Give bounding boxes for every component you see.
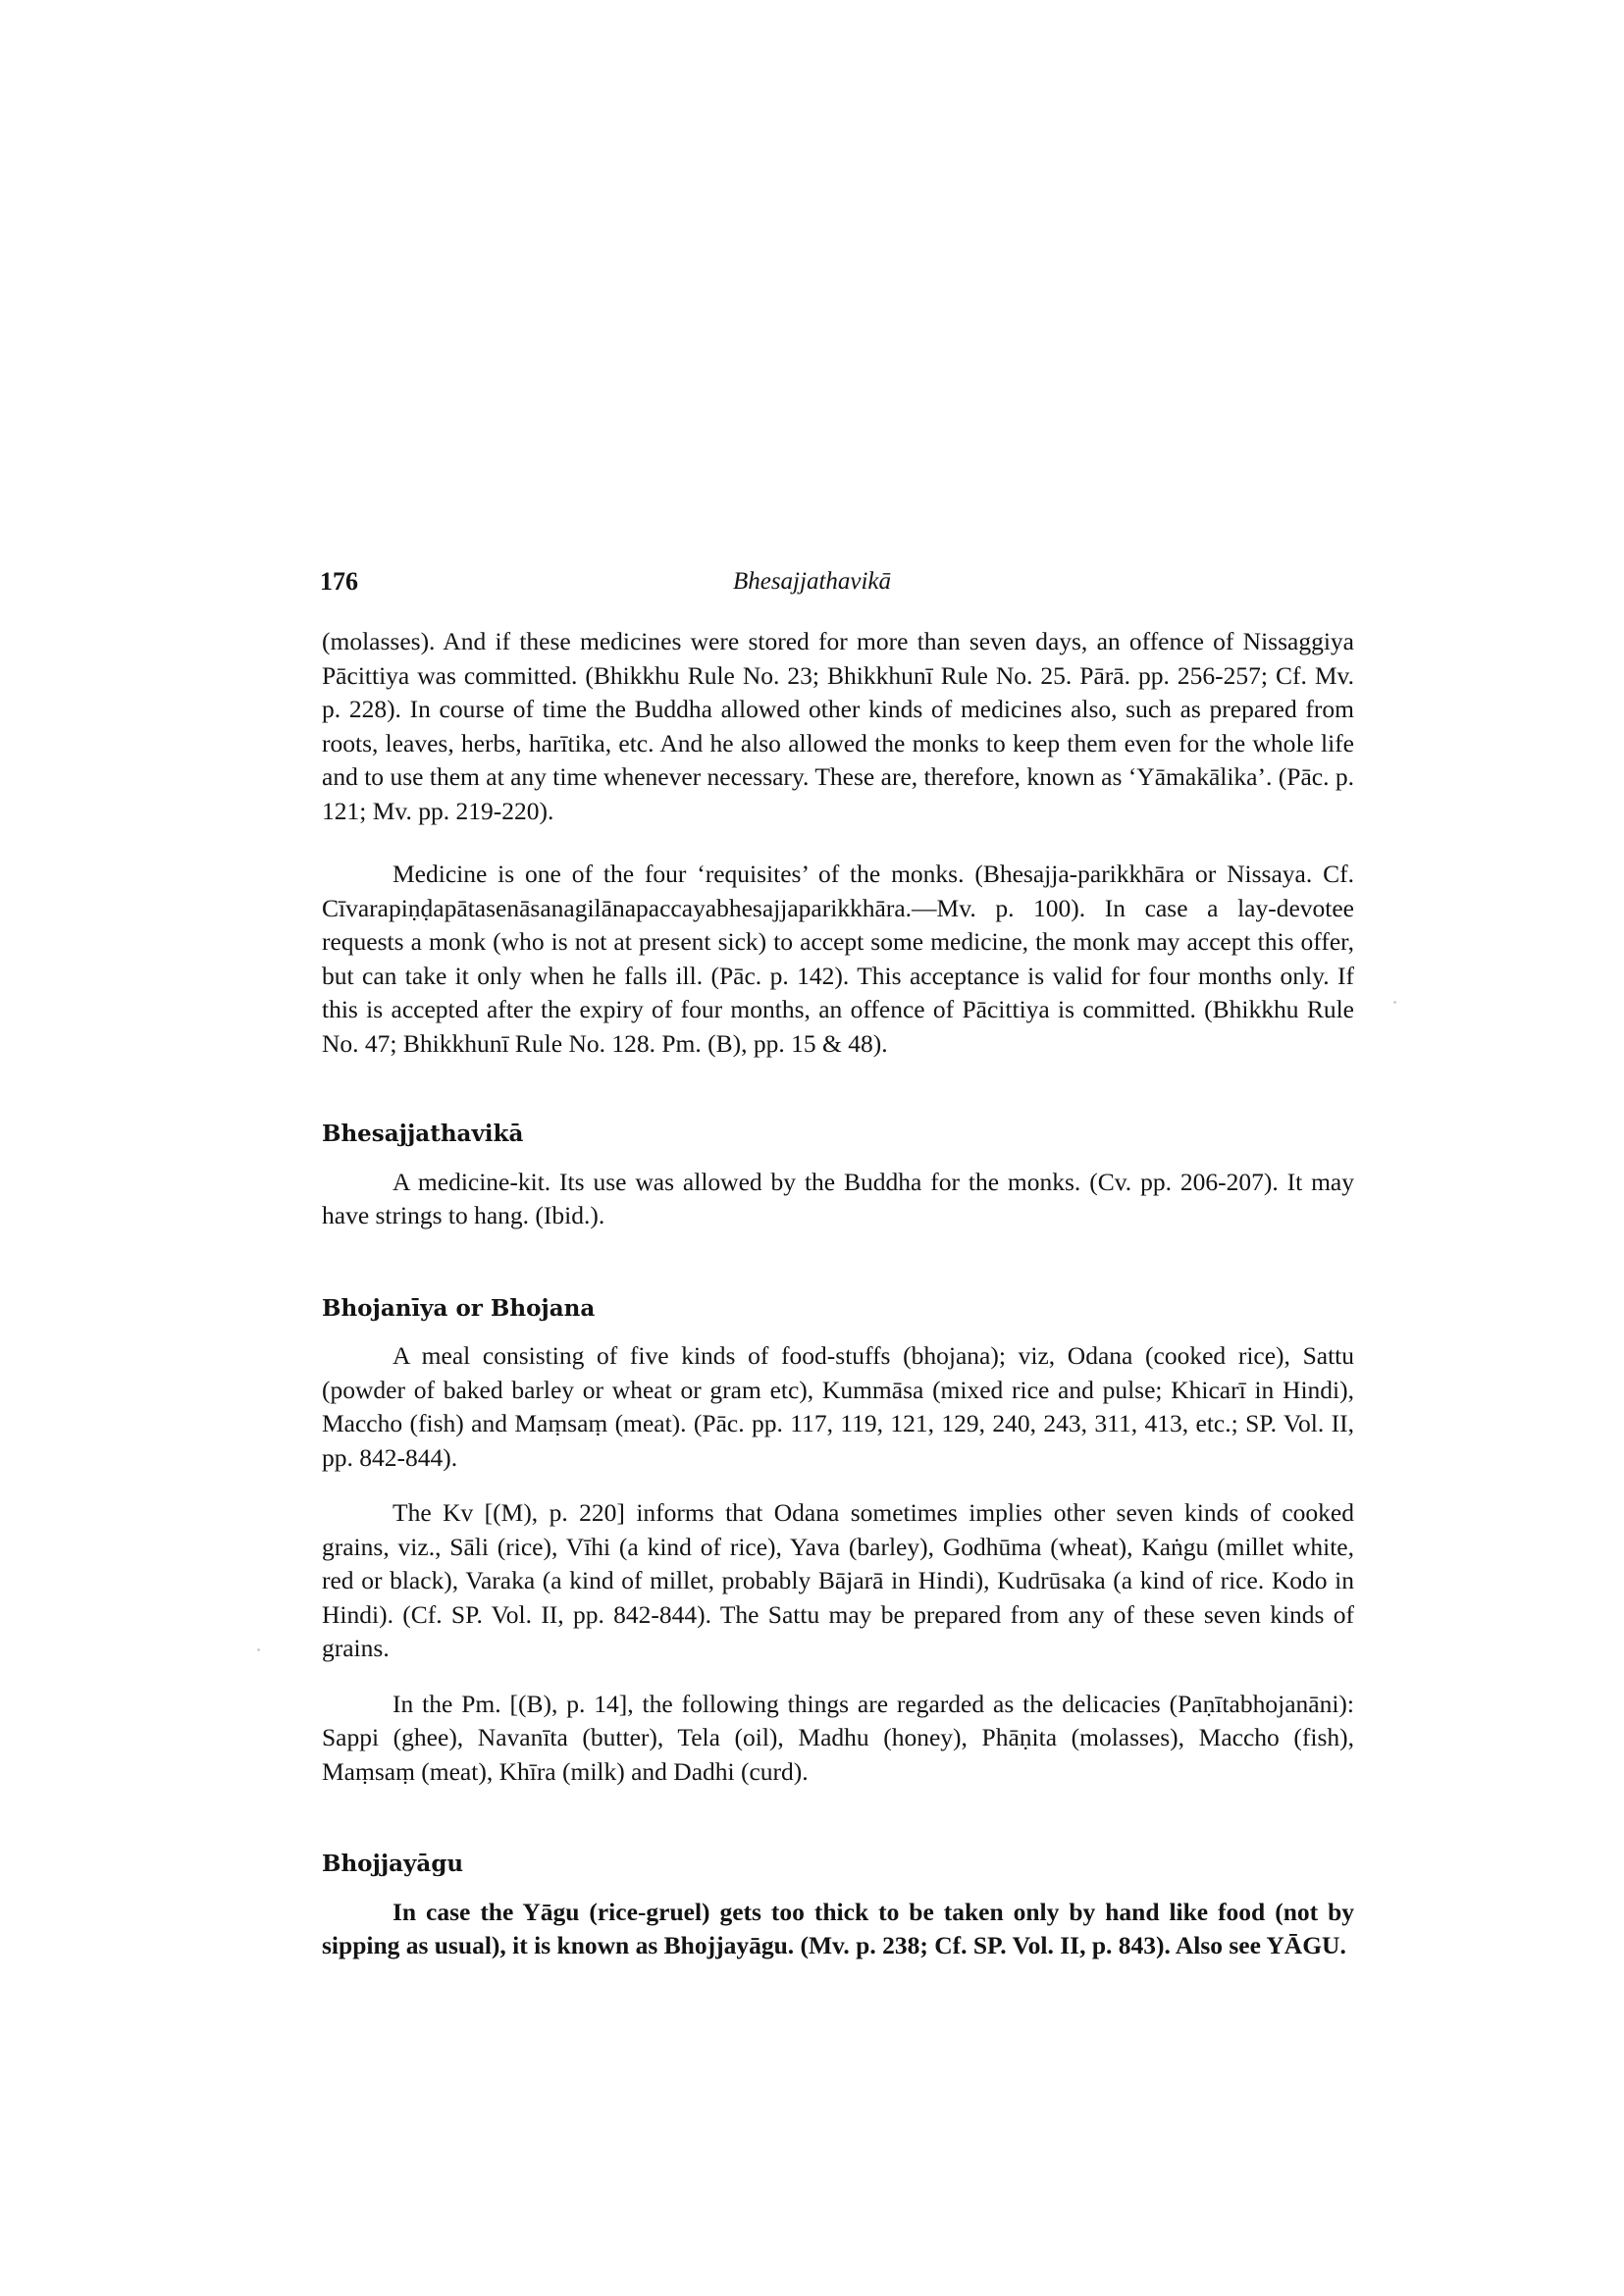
entry-paragraph: In the Pm. [(B), p. 14], the following things are regarded as the delicacies (Paṇītabhojanāni): Sappi (ghee), Navanīta (butter), Tela (oil), Madhu (honey), Phāṇita (molasses), Maccho (fish), Maṃsaṃ (meat), Khīra (milk) and Dadhi (curd).: [322, 1689, 1354, 1786]
scan-speck: [257, 1648, 260, 1651]
scan-speck: [1393, 1001, 1396, 1004]
page-content: [322, 625, 1354, 1963]
entry-paragraph: In case the Yāgu (rice-gruel) gets too thick to be taken only by hand like food (not by sipping as usual), it is known as Bhojjayāgu. (Mv. p. 238; Cf. SP. Vol. II, p. 843). Also see YĀGU.: [322, 1897, 1354, 1959]
continuation-paragraph: (molasses). And if these medicines were stored for more than seven days, an offence of Nissaggiya Pācittiya was committed. (Bhikkhu Rule No. 23; Bhikkhunī Rule No. 25. Pārā. pp. 256-257; Cf. Mv. p. 228). In course of time the Buddha allowed other kinds of medicines also, such as prepared from roots, leaves, herbs, harītika, etc. And he also allowed the monks to keep them even for the whole life and to use them at any time whenever necessary. These are, therefore, known as ‘Yāmakālika’. (Pāc. p. 121; Mv. pp. 219-220).: [322, 627, 1354, 825]
entry-heading-bhesajjathavika: Bhesajjathavikā: [322, 1121, 524, 1147]
entry-heading-bhojjayagu: Bhojjayāgu: [322, 1851, 464, 1877]
entry-paragraph: The Kv [(M), p. 220] informs that Odana sometimes implies other seven kinds of cooked grains, viz., Sāli (rice), Vīhi (a kind of rice), Yava (barley), Godhūma (wheat), Kaṅgu (millet white, red or black), Varaka (a kind of millet, probably Bājarā in Hindi), Kudrūsaka (a kind of rice. Kodo in Hindi). (Cf. SP. Vol. II, pp. 842-844). The Sattu may be prepared from any of these seven kinds of grains.: [322, 1498, 1354, 1662]
entry-heading-bhojaniya: Bhojanīya or Bhojana: [322, 1294, 596, 1322]
running-title: Bhesajjathavikā: [732, 568, 892, 595]
entry-paragraph: A meal consisting of five kinds of food-stuffs (bhojana); viz, Odana (cooked rice), Sattu (powder of baked barley or wheat or gram etc), Kummāsa (mixed rice and pulse; Khicarī in Hindi), Maccho (fish) and Maṃsaṃ (meat). (Pāc. pp. 117, 119, 121, 129, 240, 243, 311, 413, etc.; SP. Vol. II, pp. 842-844).: [322, 1341, 1354, 1472]
running-head: [0, 565, 1624, 600]
entry-paragraph: A medicine-kit. Its use was allowed by the Buddha for the monks. (Cv. pp. 206-207). It may have strings to hang. (Ibid.).: [322, 1167, 1354, 1229]
medicine-requisite-paragraph: Medicine is one of the four ‘requisites’ of the monks. (Bhesajja-parikkhāra or Nissaya. Cf. Cīvarapiṇḍapātasenāsanagilānapaccayabhesajjaparikkhāra.—Mv. p. 100). In case a lay-devotee requests a monk (who is not at present sick) to accept some medicine, the monk may accept this offer, but can take it only when he falls ill. (Pāc. p. 142). This acceptance is valid for four months only. If this is accepted after the expiry of four months, an offence of Pācittiya is committed. (Bhikkhu Rule No. 47; Bhikkhunī Rule No. 128. Pm. (B), pp. 15 & 48).: [322, 860, 1354, 1058]
page-number: 176: [320, 567, 358, 596]
